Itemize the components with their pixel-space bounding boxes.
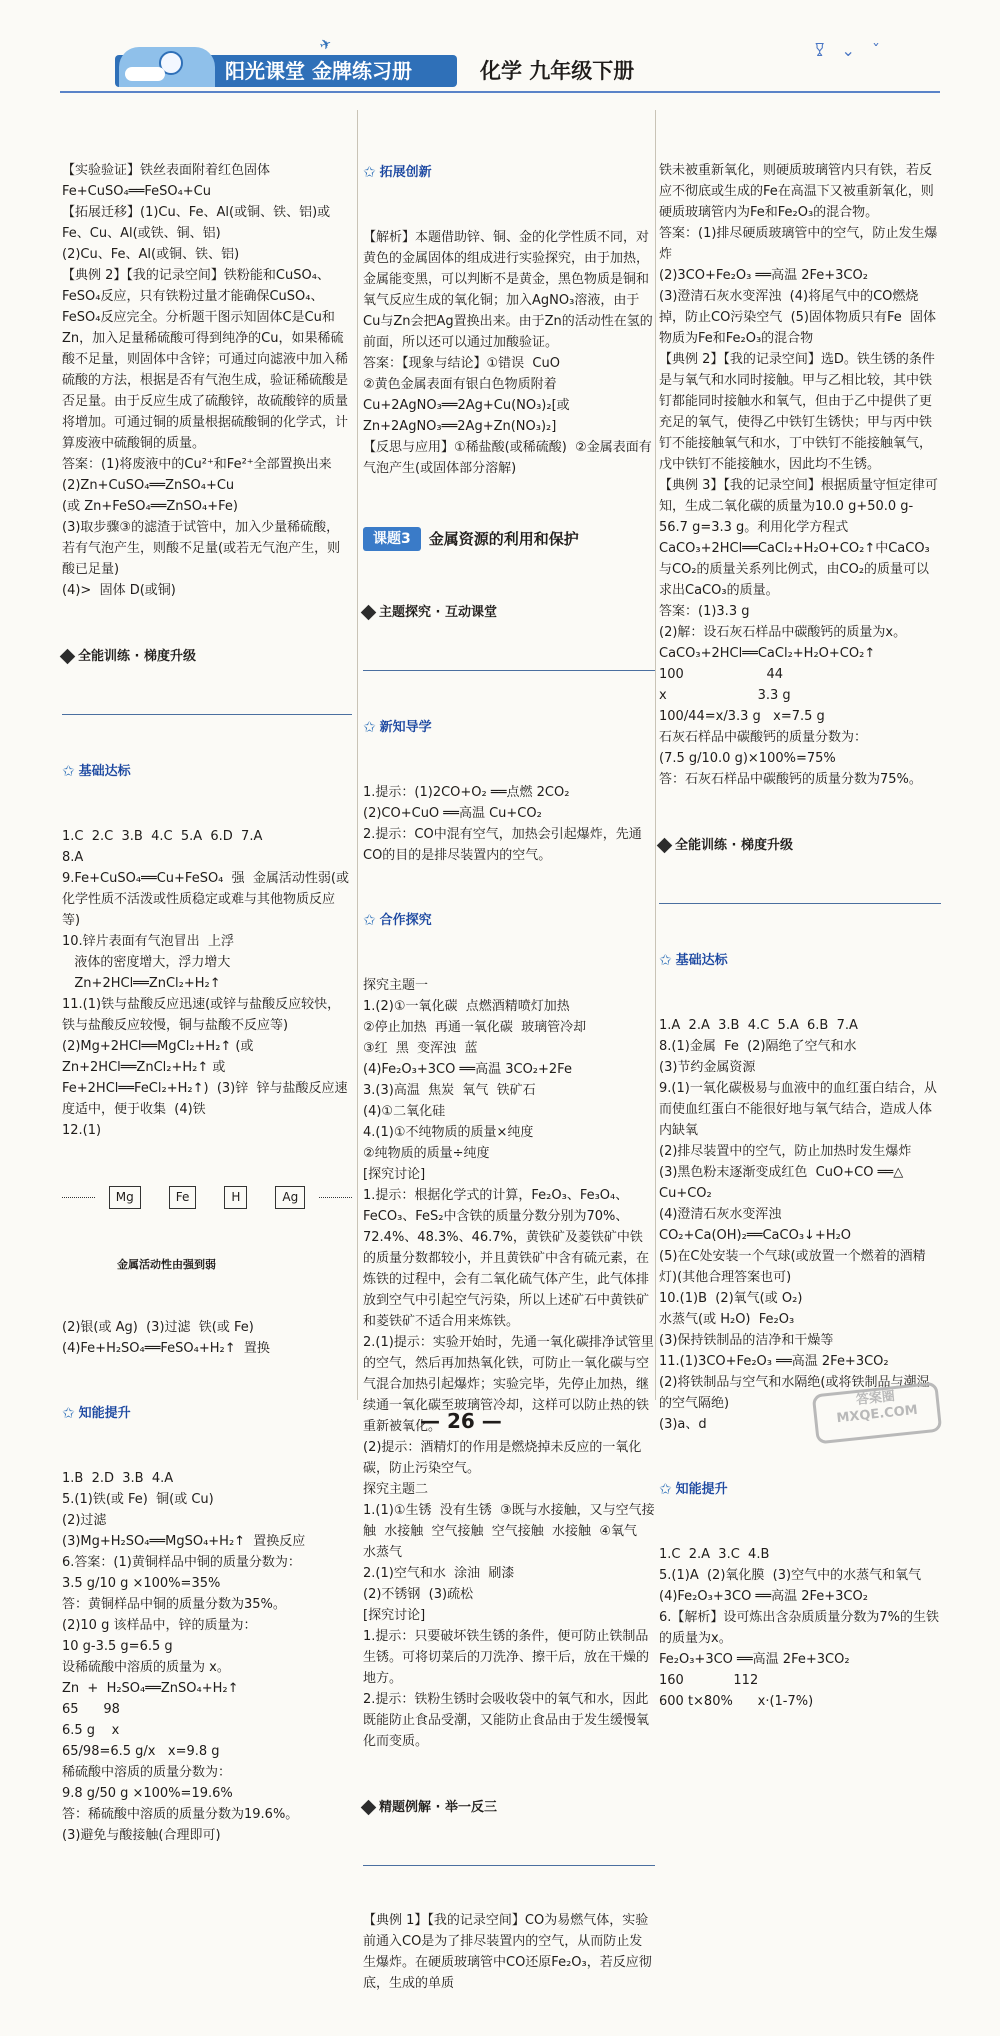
lesson-tag: 课题3 bbox=[363, 527, 421, 551]
subsection-heading: ✩ 拓展创新 bbox=[363, 163, 432, 181]
page-number: — 26 — bbox=[420, 1409, 502, 1433]
page-header bbox=[60, 35, 940, 97]
star-icon: ✩ bbox=[363, 163, 376, 181]
star-icon: ✩ bbox=[363, 911, 376, 929]
answer-text: (2)银(或 Ag) (3)过滤 铁(或 Fe) (4)Fe+H₂SO₄══FeSO₄+H₂↑ 置换 bbox=[62, 1320, 270, 1356]
column-middle bbox=[363, 118, 655, 2036]
section-heading: 全能训练 · 梯度升级 bbox=[659, 835, 941, 856]
watermark-logo: 答案圈 MXQE.COM bbox=[812, 1382, 943, 1445]
star-icon: ✩ bbox=[62, 1404, 75, 1422]
answer-text: 【解析】本题借助锌、铜、金的化学性质不同，对黄色的金属固体的组成进行实验探究，由于加热，金属能变黑，可以判断不是黄金，黑色物质是铜和氧气反应生成的氧化铜；加入AgNO₃溶液，由于Cu与Zn会把Ag置换出来。由于Zn的活动性在氢的前面，所以还可以通过加酸验证。 答案：【现象与结论】①错误 CuO ②黄色金属表面有银白色物质附着 Cu+2AgNO₃══2Ag+Cu(NO₃)₂[或 Zn+2AgNO₃══2Ag+Zn(NO₃)₂] 【反思与应用】①稀盐酸(或稀硫酸) ②金属表面有气泡产生(或固体部分溶解) bbox=[363, 230, 653, 476]
metal-box: H bbox=[224, 1186, 247, 1209]
column-right bbox=[659, 118, 941, 1754]
subsection-heading: ✩ 基础达标 bbox=[659, 951, 728, 969]
divider bbox=[62, 714, 352, 715]
brand-banner bbox=[115, 35, 457, 87]
subsection-heading: ✩ 知能提升 bbox=[62, 1404, 131, 1422]
section-heading: 精题例解 · 举一反三 bbox=[363, 1797, 655, 1818]
divider bbox=[363, 1865, 655, 1866]
star-icon: ✩ bbox=[363, 718, 376, 736]
answer-text: 【实验验证】铁丝表面附着红色固体 Fe+CuSO₄══FeSO₄+Cu 【拓展迁移】(1)Cu、Fe、Al(或铜、铁、铝)或 Fe、Cu、Al(或铁、铜、铝) (2)Cu、Fe、Al(或铜、铁、铝) 【典例 2】【我的记录空间】铁粉能和CuSO₄、FeSO₄反应，只有铁粉过量才能确保CuSO₄、FeSO₄反应完全。分析题干图示知固体C是Cu和Zn，加入足量稀硫酸可得到纯净的Cu，如果稀硫酸不足量，则固体中含锌；可通过向滤液中加入稀硫酸的方法，根据是否有气泡生成，验证稀硫酸是否足量。由于反应生成了硫酸锌，故硫酸锌的质量将增加。可通过铜的质量根据硫酸铜的化学式，计算废液中硫酸铜的质量。 答案：(1)将废液中的Cu²⁺和Fe²⁺全部置换出来 (2)Zn+CuSO₄══ZnSO₄+Cu (或 Zn+FeSO₄══ZnSO₄+Fe) (3)取步骤③的滤渣于试管中，加入少量稀硫酸，若有气泡产生，则酸不足量(或若无气泡产生，则酸已足量) (4)> 固体 D(或铜) bbox=[62, 163, 349, 598]
star-icon: ✩ bbox=[62, 762, 75, 780]
answer-text: 1.A 2.A 3.B 4.C 5.A 6.B 7.A 8.(1)金属 Fe (2)隔绝了空气和水 (3)节约金属资源 9.(1)一氧化碳极易与血液中的血红蛋白结合，从而使血红蛋白不能很好地与氧气结合，造成人体内缺氧 (2)排尽装置中的空气，防止加热时发生爆炸 (3)黑色粉末逐渐变成红色 CuO+CO ══△ Cu+CO₂ (4)澄清石灰水变浑浊 CO₂+Ca(OH)₂══CaCO₃↓+H₂O (5)在C处安装一个气球(或放置一个燃着的酒精灯)(其他合理答案也可) 10.(1)B (2)氧气(或 O₂) 水蒸气(或 H₂O) Fe₂O₃ (3)保持铁制品的洁净和干燥等 11.(1)3CO+Fe₂O₃ ══高温 2Fe+3CO₂ (2)将铁制品与空气和水隔绝(或将铁制品与潮湿的空气隔绝) (3)a、d bbox=[659, 1018, 937, 1432]
diamond-icon bbox=[361, 1800, 377, 1816]
diamond-icon bbox=[361, 605, 377, 621]
diamond-icon bbox=[657, 838, 673, 854]
answer-text: 1.提示：(1)2CO+O₂ ══点燃 2CO₂ (2)CO+CuO ══高温 Cu+CO₂ 2.提示：CO中混有空气，加热会引起爆炸，先通CO的目的是排尽装置内的空气。 bbox=[363, 785, 642, 863]
subsection-heading: ✩ 合作探究 bbox=[363, 911, 432, 929]
answer-text: 铁未被重新氧化，则硬质玻璃管内只有铁，若反应不彻底或生成的Fe在高温下又被重新氧化，则硬质玻璃管内为Fe和Fe₂O₃的混合物。 答案：(1)排尽硬质玻璃管中的空气，防止发生爆炸 (2)3CO+Fe₂O₃ ══高温 2Fe+3CO₂ (3)澄清石灰水变浑浊 (4)将尾气中的CO燃烧掉，防止CO污染空气 (5)固体物质只有Fe 固体物质为Fe和Fe₂O₃的混合物 【典例 2】【我的记录空间】选D。铁生锈的条件是与氧气和水同时接触。甲与乙相比较，其中铁钉都能同时接触水和氧气，但由于乙中提供了更充足的氧气，使得乙中铁钉生锈快；甲与丙中铁钉不能接触氧气和水，丁中铁钉不能接触氧气，戊中铁钉不能接触水，因此均不生锈。 【典例 3】【我的记录空间】根据质量守恒定律可知，生成二氧化碳的质量为10.0 g+50.0 g-56.7 g=3.3 g。利用化学方程式CaCO₃+2HCl══CaCl₂+H₂O+CO₂↑中CaCO₃与CO₂的质量关系列比例式，由CO₂的质量可以求出CaCO₃的质量。 答案：(1)3.3 g (2)解：设石灰石样品中碳酸钙的质量为x。 CaCO₃+2HCl══CaCl₂+H₂O+CO₂↑ 100 44 x 3.3 g 100/44=x/3.3 g x=7.5 g 石灰石样品中碳酸钙的质量分数为： (7.5 g/10.0 g)×100%=75% 答：石灰石样品中碳酸钙的质量分数为75%。 bbox=[659, 163, 938, 787]
answer-text: 探究主题一 1.(2)①一氧化碳 点燃酒精喷灯加热 ②停止加热 再通一氧化碳 玻璃管冷却 ③红 黑 变浑浊 蓝 (4)Fe₂O₃+3CO ══高温 3CO₂+2Fe 3.(3)高温 焦炭 氧气 铁矿石 (4)①二氧化硅 4.(1)①不纯物质的质量×纯度 ②纯物质的质量÷纯度 [探究讨论] 1.提示：根据化学式的计算，Fe₂O₃、Fe₃O₄、FeCO₃、FeS₂中含铁的质量分数分别为70%、72.4%、48.3%、46.7%，黄铁矿及菱铁矿中铁的质量分数都较小，并且黄铁矿中含有硫元素，在炼铁的过程中，会有二氧化硫气体产生，此气体排放到空气中引起空气污染，所以上述矿石中黄铁矿和菱铁矿不适合用来炼铁。 2.(1)提示：实验开始时，先通一氧化碳排净试管里的空气，然后再加热氧化铁，可防止一氧化碳与空气混合加热引起爆炸；实验完毕，先停止加热，继续通一氧化碳至玻璃管冷却，这样可以防止热的铁重新被氧化。 (2)提示：酒精灯的作用是燃烧掉未反应的一氧化碳，防止污染空气。 探究主题二 1.(1)①生锈 没有生锈 ③既与水接触，又与空气接触 水接触 空气接触 空气接触 水接触 ④氧气 水蒸气 2.(1)空气和水 涂油 刷漆 (2)不锈钢 (3)疏松 [探究讨论] 1.提示：只要破坏铁生锈的条件，便可防止铁制品生锈。可将切菜后的刀洗净、擦干后，放在干燥的地方。 2.提示：铁粉生锈时会吸收袋中的氧气和水，因此既能防止食品受潮，又能防止食品由于发生缓慢氧化而变质。 bbox=[363, 978, 655, 1749]
subject-title: 化学 九年级下册 bbox=[480, 59, 635, 83]
metal-activity-diagram bbox=[62, 1186, 352, 1209]
section-heading: 全能训练 · 梯度升级 bbox=[62, 646, 352, 667]
diagram-caption: 金属活动性由强到弱 bbox=[117, 1258, 216, 1271]
answer-text: 【典例 1】【我的记录空间】CO为易燃气体，实验前通入CO是为了排尽装置内的空气，从而防止发生爆炸。在硬质玻璃管中CO还原Fe₂O₃，若反应彻底，生成的单质 bbox=[363, 1913, 652, 1991]
subsection-heading: ✩ 知能提升 bbox=[659, 1480, 728, 1498]
paper-plane-icon: ✈ bbox=[317, 35, 335, 55]
lesson-title: 金属资源的利用和保护 bbox=[428, 529, 579, 548]
column-divider bbox=[357, 110, 358, 1400]
answer-text: 1.B 2.D 3.B 4.A 5.(1)铁(或 Fe) 铜(或 Cu) (2)过滤 (3)Mg+H₂SO₄══MgSO₄+H₂↑ 置换反应 6.答案：(1)黄铜样品中铜的质量分数为： 3.5 g/10 g ×100%=35% 答：黄铜样品中铜的质量分数为35%。 (2)10 g 该样品中，锌的质量为： 10 g-3.5 g=6.5 g 设稀硫酸中溶质的质量为 x。 Zn + H₂SO₄══ZnSO₄+H₂↑ 65 98 6.5 g x 65/98=6.5 g/x x=9.8 g 稀硫酸中溶质的质量分数为： 9.8 g/50 g ×100%=19.6% 答：稀硫酸中溶质的质量分数为19.6%。 (3)避免与酸接触(合理即可) bbox=[62, 1471, 306, 1843]
column-divider bbox=[655, 110, 656, 1400]
sun-cloud-icon bbox=[119, 47, 215, 87]
subsection-heading: ✩ 新知导学 bbox=[363, 718, 432, 736]
answer-text: 1.C 2.A 3.C 4.B 5.(1)A (2)氧化膜 (3)空气中的水蒸气和氧气 (4)Fe₂O₃+3CO ══高温 2Fe+3CO₂ 6.【解析】设可炼出含杂质质量分数为7%的生铁的质量为x。 Fe₂O₃+3CO ══高温 2Fe+3CO₂ 160 112 600 t×80% x·(1-7%) bbox=[659, 1547, 940, 1709]
answer-text: 1.C 2.C 3.B 4.C 5.A 6.D 7.A 8.A 9.Fe+CuSO₄══Cu+FeSO₄ 强 金属活动性弱(或化学性质不活泼或性质稳定或难与其他物质反应等) 10.锌片表面有气泡冒出 上浮 液体的密度增大，浮力增大 Zn+2HCl══ZnCl₂+H₂↑ 11.(1)铁与盐酸反应迅速(或锌与盐酸反应较快，铁与盐酸反应较慢，铜与盐酸不反应等) (2)Mg+2HCl══MgCl₂+H₂↑ (或 Zn+2HCl══ZnCl₂+H₂↑ 或 Fe+2HCl══FeCl₂+H₂↑) (3)锌 锌与盐酸反应速度适中，便于收集 (4)铁 12.(1) bbox=[62, 829, 349, 1138]
metal-box: Ag bbox=[275, 1186, 305, 1209]
column-left bbox=[62, 118, 352, 1888]
divider bbox=[363, 670, 655, 671]
diamond-icon bbox=[60, 649, 76, 665]
divider bbox=[659, 903, 941, 904]
birds-icon: 𐃯 ⌄ ˇ bbox=[814, 41, 886, 60]
metal-box: Mg bbox=[109, 1186, 141, 1209]
subsection-heading: ✩ 基础达标 bbox=[62, 762, 131, 780]
metal-box: Fe bbox=[169, 1186, 197, 1209]
star-icon: ✩ bbox=[659, 951, 672, 969]
brand-title: 阳光课堂 金牌练习册 bbox=[225, 59, 412, 83]
lesson-heading bbox=[363, 527, 655, 551]
star-icon: ✩ bbox=[659, 1480, 672, 1498]
header-rule bbox=[60, 91, 940, 93]
section-heading: 主题探究 · 互动课堂 bbox=[363, 602, 655, 623]
